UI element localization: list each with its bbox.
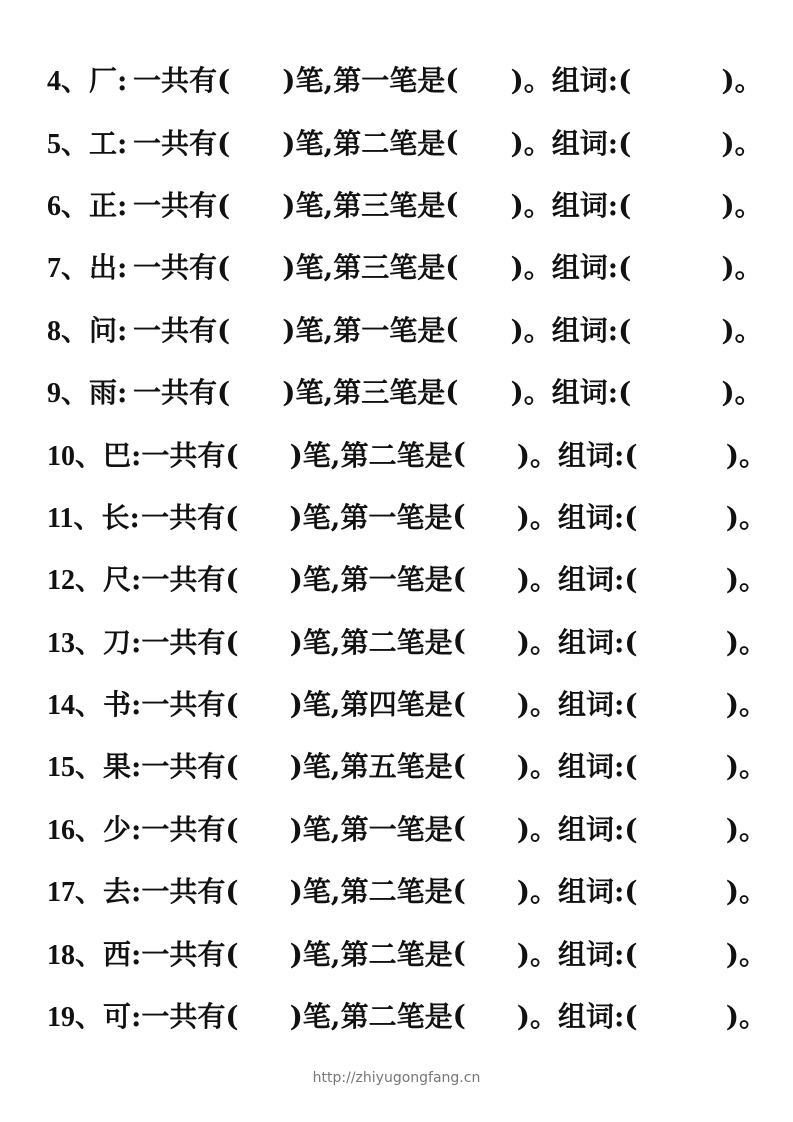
- close-sentence: )。: [721, 188, 763, 222]
- close-sentence: )。: [516, 750, 559, 784]
- colon-mark: :: [131, 937, 142, 971]
- stroke-order-prompt: 第三笔是: [333, 188, 446, 222]
- separator-mark: 、: [75, 688, 104, 722]
- separator-mark: 、: [75, 563, 104, 597]
- close-sentence: )。: [510, 251, 552, 285]
- exercise-row: [47, 984, 767, 1046]
- stroke-order-prompt: 第二笔是: [340, 875, 453, 909]
- close-sentence: )。: [725, 500, 768, 534]
- stroke-unit-label: )笔,: [289, 1000, 341, 1034]
- exercise-number: 17: [47, 877, 75, 909]
- close-sentence: )。: [725, 1000, 768, 1034]
- exercise-number: 12: [47, 565, 75, 597]
- stroke-count-prompt: 一共有(: [133, 188, 231, 222]
- word-prompt: 组词:(: [557, 500, 638, 534]
- stroke-unit-label: )笔,: [282, 64, 334, 98]
- stroke-order-prompt: 第四笔是: [340, 688, 453, 722]
- separator-mark: 、: [61, 376, 90, 410]
- close-sentence: )。: [725, 812, 768, 846]
- stroke-unit-label: )笔,: [289, 438, 341, 472]
- open-paren: (: [452, 561, 466, 595]
- stroke-order-prompt: 第二笔是: [340, 625, 453, 659]
- exercise-character: 雨: [89, 376, 118, 410]
- exercise-row: [47, 422, 767, 484]
- separator-mark: 、: [61, 64, 90, 98]
- exercise-number: 13: [47, 627, 75, 659]
- exercise-character: 少: [103, 812, 132, 846]
- close-sentence: )。: [510, 313, 552, 347]
- word-prompt: 组词:(: [558, 1000, 638, 1034]
- exercise-head: [47, 309, 133, 349]
- stroke-count-prompt: 一共有(: [133, 126, 231, 160]
- stroke-unit-label: )笔,: [289, 500, 341, 534]
- exercise-row: [47, 859, 767, 921]
- close-sentence: )。: [725, 875, 768, 909]
- colon-mark: :: [131, 1000, 142, 1034]
- colon-mark: :: [117, 188, 128, 222]
- exercise-character: 巴: [103, 438, 132, 472]
- word-prompt: 组词:(: [551, 64, 632, 98]
- stroke-unit-label: )笔,: [289, 625, 341, 659]
- stroke-count-prompt: 一共有(: [133, 64, 231, 98]
- close-sentence: )。: [721, 376, 763, 410]
- open-paren: (: [445, 249, 459, 283]
- exercise-number: 4: [47, 66, 61, 98]
- exercise-row: [47, 48, 767, 110]
- stroke-count-prompt: 一共有(: [141, 750, 239, 784]
- word-prompt: 组词:(: [558, 937, 638, 971]
- separator-mark: 、: [75, 937, 104, 971]
- exercise-number: 5: [47, 128, 61, 160]
- word-prompt: 组词:(: [558, 750, 638, 784]
- stroke-order-prompt: 第二笔是: [333, 126, 446, 160]
- word-prompt: 组词:(: [551, 188, 632, 222]
- exercise-character: 去: [103, 875, 132, 909]
- exercise-number: 8: [47, 315, 61, 347]
- word-prompt: 组词:(: [551, 126, 632, 160]
- open-paren: (: [452, 998, 466, 1032]
- exercise-character: 出: [89, 251, 118, 285]
- close-sentence: )。: [516, 812, 559, 846]
- stroke-order-prompt: 第三笔是: [333, 376, 446, 410]
- stroke-order-prompt: 第二笔是: [340, 438, 453, 472]
- word-prompt: 组词:(: [551, 251, 632, 285]
- exercise-head: [47, 933, 141, 973]
- exercise-character: 书: [103, 688, 132, 722]
- close-sentence: )。: [725, 625, 768, 659]
- open-paren: (: [445, 187, 459, 221]
- exercise-row: [47, 485, 767, 547]
- colon-mark: :: [129, 500, 140, 534]
- open-paren: (: [452, 748, 466, 782]
- exercise-head: [47, 246, 133, 286]
- stroke-count-prompt: 一共有(: [141, 812, 239, 846]
- close-sentence: )。: [516, 875, 559, 909]
- exercise-row: [47, 360, 767, 422]
- stroke-count-prompt: 一共有(: [141, 1000, 239, 1034]
- stroke-unit-label: )笔,: [282, 126, 334, 160]
- exercise-head: [47, 496, 141, 536]
- exercise-row: [47, 235, 767, 297]
- open-paren: (: [452, 936, 466, 970]
- close-sentence: )。: [510, 376, 552, 410]
- close-sentence: )。: [721, 251, 763, 285]
- close-sentence: )。: [510, 64, 552, 98]
- stroke-count-prompt: 一共有(: [141, 688, 239, 722]
- exercise-number: 11: [47, 502, 74, 534]
- separator-mark: 、: [75, 750, 104, 784]
- exercise-head: [47, 683, 141, 723]
- colon-mark: :: [131, 563, 142, 597]
- stroke-order-prompt: 第二笔是: [340, 1000, 453, 1034]
- colon-mark: :: [117, 376, 128, 410]
- stroke-unit-label: )笔,: [289, 563, 341, 597]
- exercise-head: [47, 621, 141, 661]
- open-paren: (: [452, 873, 466, 907]
- word-prompt: 组词:(: [558, 875, 638, 909]
- exercise-row: [47, 298, 767, 360]
- open-paren: (: [445, 312, 459, 346]
- stroke-count-prompt: 一共有(: [133, 376, 231, 410]
- stroke-unit-label: )笔,: [282, 313, 334, 347]
- open-paren: (: [445, 62, 459, 96]
- exercise-character: 尺: [103, 563, 132, 597]
- stroke-order-prompt: 第二笔是: [340, 937, 453, 971]
- stroke-order-prompt: 第三笔是: [333, 251, 446, 285]
- exercise-number: 19: [47, 1002, 75, 1034]
- stroke-count-prompt: 一共有(: [141, 500, 239, 534]
- exercise-row: [47, 110, 767, 172]
- close-sentence: )。: [516, 438, 559, 472]
- word-prompt: 组词:(: [558, 625, 638, 659]
- exercise-character: 长: [101, 500, 130, 534]
- open-paren: (: [445, 125, 459, 159]
- word-prompt: 组词:(: [551, 313, 632, 347]
- exercise-head: [47, 184, 133, 224]
- word-prompt: 组词:(: [558, 438, 638, 472]
- stroke-order-prompt: 第一笔是: [340, 812, 453, 846]
- open-paren: (: [452, 811, 466, 845]
- close-sentence: )。: [725, 750, 768, 784]
- exercise-row: [47, 610, 767, 672]
- close-sentence: )。: [516, 500, 558, 534]
- exercise-character: 西: [103, 937, 132, 971]
- exercise-head: [47, 745, 141, 785]
- exercise-number: 6: [47, 190, 61, 222]
- exercise-row: [47, 547, 767, 609]
- close-sentence: )。: [721, 126, 763, 160]
- exercise-character: 工: [89, 126, 118, 160]
- colon-mark: :: [131, 625, 142, 659]
- exercise-head: [47, 808, 141, 848]
- exercise-row: [47, 672, 767, 734]
- separator-mark: 、: [61, 313, 90, 347]
- exercise-character: 问: [89, 313, 118, 347]
- separator-mark: 、: [75, 625, 104, 659]
- separator-mark: 、: [75, 812, 104, 846]
- exercise-character: 正: [89, 188, 118, 222]
- colon-mark: :: [131, 812, 142, 846]
- exercise-character: 厂: [89, 64, 118, 98]
- colon-mark: :: [131, 438, 142, 472]
- open-paren: (: [452, 499, 466, 533]
- close-sentence: )。: [721, 64, 763, 98]
- word-prompt: 组词:(: [558, 563, 638, 597]
- stroke-count-prompt: 一共有(: [141, 875, 239, 909]
- exercise-list: [47, 48, 767, 1046]
- open-paren: (: [452, 686, 466, 720]
- exercise-row: [47, 797, 767, 859]
- colon-mark: :: [117, 251, 128, 285]
- stroke-order-prompt: 第一笔是: [340, 500, 453, 534]
- stroke-unit-label: )笔,: [289, 750, 341, 784]
- close-sentence: )。: [725, 937, 768, 971]
- exercise-number: 14: [47, 690, 75, 722]
- close-sentence: )。: [516, 1000, 559, 1034]
- footer-url[interactable]: http://zhiyugongfang.cn: [312, 1070, 481, 1086]
- stroke-order-prompt: 第五笔是: [340, 750, 453, 784]
- exercise-head: [47, 122, 133, 162]
- close-sentence: )。: [516, 688, 559, 722]
- separator-mark: 、: [75, 438, 104, 472]
- separator-mark: 、: [61, 188, 90, 222]
- stroke-unit-label: )笔,: [282, 188, 334, 222]
- exercise-number: 10: [47, 440, 75, 472]
- close-sentence: )。: [721, 313, 763, 347]
- stroke-count-prompt: 一共有(: [141, 937, 239, 971]
- exercise-character: 可: [103, 1000, 132, 1034]
- exercise-row: [47, 921, 767, 983]
- exercise-number: 16: [47, 814, 75, 846]
- close-sentence: )。: [725, 688, 768, 722]
- exercise-head: [47, 371, 133, 411]
- stroke-unit-label: )笔,: [289, 875, 341, 909]
- colon-mark: :: [131, 688, 142, 722]
- open-paren: (: [445, 374, 459, 408]
- close-sentence: )。: [516, 563, 559, 597]
- close-sentence: )。: [725, 438, 768, 472]
- exercise-head: [47, 558, 141, 598]
- stroke-count-prompt: 一共有(: [141, 438, 239, 472]
- stroke-count-prompt: 一共有(: [141, 563, 239, 597]
- separator-mark: 、: [75, 1000, 104, 1034]
- word-prompt: 组词:(: [558, 812, 638, 846]
- close-sentence: )。: [516, 625, 559, 659]
- separator-mark: 、: [61, 126, 90, 160]
- exercise-number: 9: [47, 378, 61, 410]
- separator-mark: 、: [75, 875, 104, 909]
- exercise-head: [47, 59, 133, 99]
- stroke-unit-label: )笔,: [282, 251, 334, 285]
- colon-mark: :: [117, 313, 128, 347]
- exercise-number: 18: [47, 939, 75, 971]
- exercise-head: [47, 995, 141, 1035]
- exercise-head: [47, 870, 141, 910]
- stroke-count-prompt: 一共有(: [141, 625, 239, 659]
- stroke-order-prompt: 第一笔是: [333, 313, 446, 347]
- stroke-unit-label: )笔,: [282, 376, 334, 410]
- stroke-order-prompt: 第一笔是: [333, 64, 446, 98]
- colon-mark: :: [131, 875, 142, 909]
- open-paren: (: [452, 624, 466, 658]
- close-sentence: )。: [510, 188, 552, 222]
- exercise-character: 刀: [103, 625, 132, 659]
- stroke-unit-label: )笔,: [289, 812, 341, 846]
- exercise-head: [47, 434, 141, 474]
- exercise-number: 15: [47, 752, 75, 784]
- colon-mark: :: [131, 750, 142, 784]
- exercise-character: 果: [103, 750, 132, 784]
- stroke-count-prompt: 一共有(: [133, 251, 231, 285]
- exercise-row: [47, 173, 767, 235]
- open-paren: (: [452, 437, 466, 471]
- colon-mark: :: [117, 126, 128, 160]
- close-sentence: )。: [516, 937, 559, 971]
- exercise-number: 7: [47, 253, 61, 285]
- stroke-count-prompt: 一共有(: [133, 313, 231, 347]
- close-sentence: )。: [510, 126, 552, 160]
- separator-mark: 、: [61, 251, 90, 285]
- stroke-unit-label: )笔,: [289, 688, 341, 722]
- word-prompt: 组词:(: [558, 688, 638, 722]
- colon-mark: :: [117, 64, 128, 98]
- word-prompt: 组词:(: [551, 376, 632, 410]
- exercise-row: [47, 734, 767, 796]
- separator-mark: 、: [73, 500, 102, 534]
- stroke-unit-label: )笔,: [289, 937, 341, 971]
- close-sentence: )。: [725, 563, 768, 597]
- stroke-order-prompt: 第一笔是: [340, 563, 453, 597]
